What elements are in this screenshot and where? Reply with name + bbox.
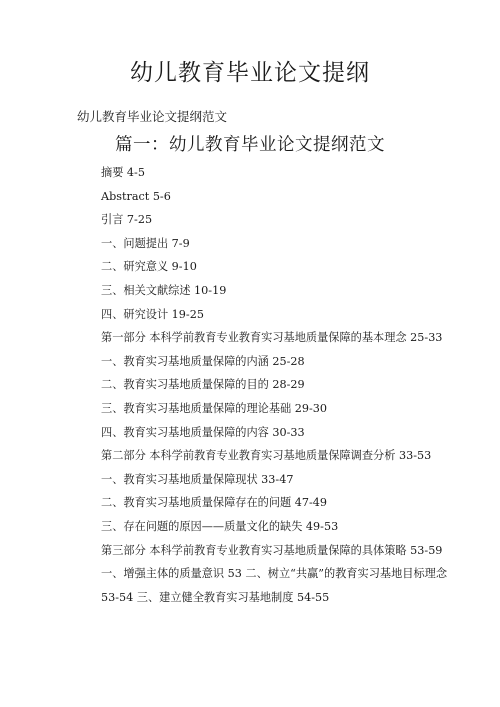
toc-entry: 一、教育实习基地质量保障的内涵 25-28 — [101, 354, 305, 368]
toc-entry: 一、增强主体的质量意识 53 二、树立“共赢”的教育实习基地目标理念 — [101, 567, 448, 581]
table-of-contents — [101, 166, 471, 614]
toc-entry: 二、研究意义 9-10 — [101, 260, 197, 274]
toc-entry: 第二部分 本科学前教育专业教育实习基地质量保障调查分析 33-53 — [101, 449, 432, 463]
toc-entry: 53-54 三、建立健全教育实习基地制度 54-55 — [101, 590, 330, 604]
toc-entry: 二、教育实习基地质量保障的目的 28-29 — [101, 378, 305, 392]
toc-entry: 二、教育实习基地质量保障存在的问题 47-49 — [101, 496, 327, 510]
toc-entry: 一、教育实习基地质量保障现状 33-47 — [101, 472, 294, 486]
toc-entry: 引言 7-25 — [101, 213, 153, 227]
document-title: 幼儿教育毕业论文提纲 — [130, 60, 370, 86]
toc-entry: 四、研究设计 19-25 — [101, 307, 204, 321]
document-subtitle: 幼儿教育毕业论文提纲范文 — [77, 109, 228, 124]
toc-entry: 四、教育实习基地质量保障的内容 30-33 — [101, 425, 305, 439]
toc-entry: 第一部分 本科学前教育专业教育实习基地质量保障的基本理念 25-33 — [101, 331, 443, 345]
toc-entry: 三、存在问题的原因——质量文化的缺失 49-53 — [101, 519, 339, 533]
toc-entry: 第三部分 本科学前教育专业教育实习基地质量保障的具体策略 53-59 — [101, 543, 443, 557]
toc-entry: 摘要 4-5 — [101, 166, 145, 179]
toc-entry: 三、相关文献综述 10-19 — [101, 283, 227, 297]
toc-entry: 一、问题提出 7-9 — [101, 236, 190, 250]
section-heading: 篇一：幼儿教育毕业论文提纲范文 — [115, 135, 385, 155]
toc-entry: Abstract 5-6 — [101, 189, 171, 203]
toc-entry: 三、教育实习基地质量保障的理论基础 29-30 — [101, 401, 327, 415]
